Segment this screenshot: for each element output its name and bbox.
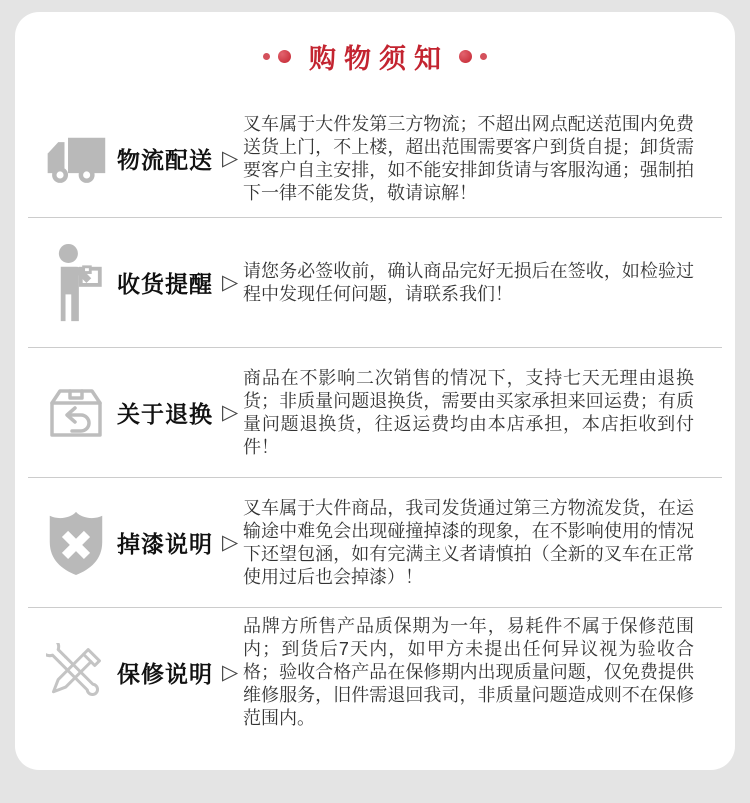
section-returns (28, 347, 722, 477)
return-box-icon (44, 373, 108, 453)
section-warranty (28, 607, 722, 737)
large-dot-icon (459, 50, 472, 63)
section-body-text: 品牌方所售产品质保期为一年，易耗件不属于保修范围内；到货后7天内，如甲方未提出任何异议视为验收合格；验收合格产品在保修期内出现质量问题，仅免费提供维修服务，旧件需退回我司，非质量问题造成则不在保修范围内。 (243, 616, 694, 728)
section-paint-chipping (28, 477, 722, 607)
section-label: 保修说明 (117, 661, 213, 687)
triangle-arrow-icon: ▷ (222, 271, 239, 294)
title-right-dots-decoration (459, 50, 487, 63)
title-row (15, 12, 735, 100)
triangle-arrow-icon: ▷ (222, 531, 239, 554)
section-body-text: 叉车属于大件发第三方物流；不超出网点配送范围内免费送货上门，不上楼，超出范围需要客户到货自提；卸货需要客户自主安排，如不能安排卸货请与客服沟通；强制拍下一律不能发货，敬请谅解！ (243, 113, 694, 203)
section-heading (44, 503, 243, 583)
section-label: 收货提醒 (117, 271, 213, 297)
section-label: 关于退换 (117, 401, 213, 427)
section-heading (44, 119, 243, 199)
triangle-arrow-icon: ▷ (222, 147, 239, 170)
page-title: 购物须知 (309, 43, 449, 74)
triangle-arrow-icon: ▷ (222, 401, 239, 424)
section-body-text: 商品在不影响二次销售的情况下，支持七天无理由退换货；非质量问题退换货，需要由买家承担来回运费；有质量问题退换货，往返运费均由本店承担，本店拒收到付件！ (243, 367, 694, 457)
title-left-dots-decoration (263, 50, 291, 63)
small-dot-icon (480, 53, 487, 60)
section-logistics (28, 100, 722, 217)
triangle-arrow-icon: ▷ (222, 661, 239, 684)
small-dot-icon (263, 53, 270, 60)
repair-tools-icon (44, 633, 108, 713)
section-body-text: 请您务必签收前，确认商品完好无损后在签收，如检验过程中发现任何问题，请联系我们！ (243, 260, 694, 304)
section-body-text: 叉车属于大件商品，我司发货通过第三方物流发货，在运输途中难免会出现碰撞掉漆的现象，在不影响使用的情况下还望包涵，如有完满主义者请慎拍（全新的叉车在正常使用过后也会掉漆）！ (243, 497, 694, 587)
shopping-notice-card (15, 12, 735, 770)
large-dot-icon (278, 50, 291, 63)
section-heading (44, 373, 243, 453)
section-heading (44, 633, 243, 713)
section-receiving (28, 217, 722, 347)
shield-x-icon (44, 503, 108, 583)
delivery-person-icon (44, 243, 108, 323)
section-heading (44, 243, 243, 323)
truck-icon (44, 119, 108, 199)
section-label: 掉漆说明 (117, 531, 213, 557)
section-label: 物流配送 (117, 147, 213, 173)
notice-sections (15, 100, 735, 770)
